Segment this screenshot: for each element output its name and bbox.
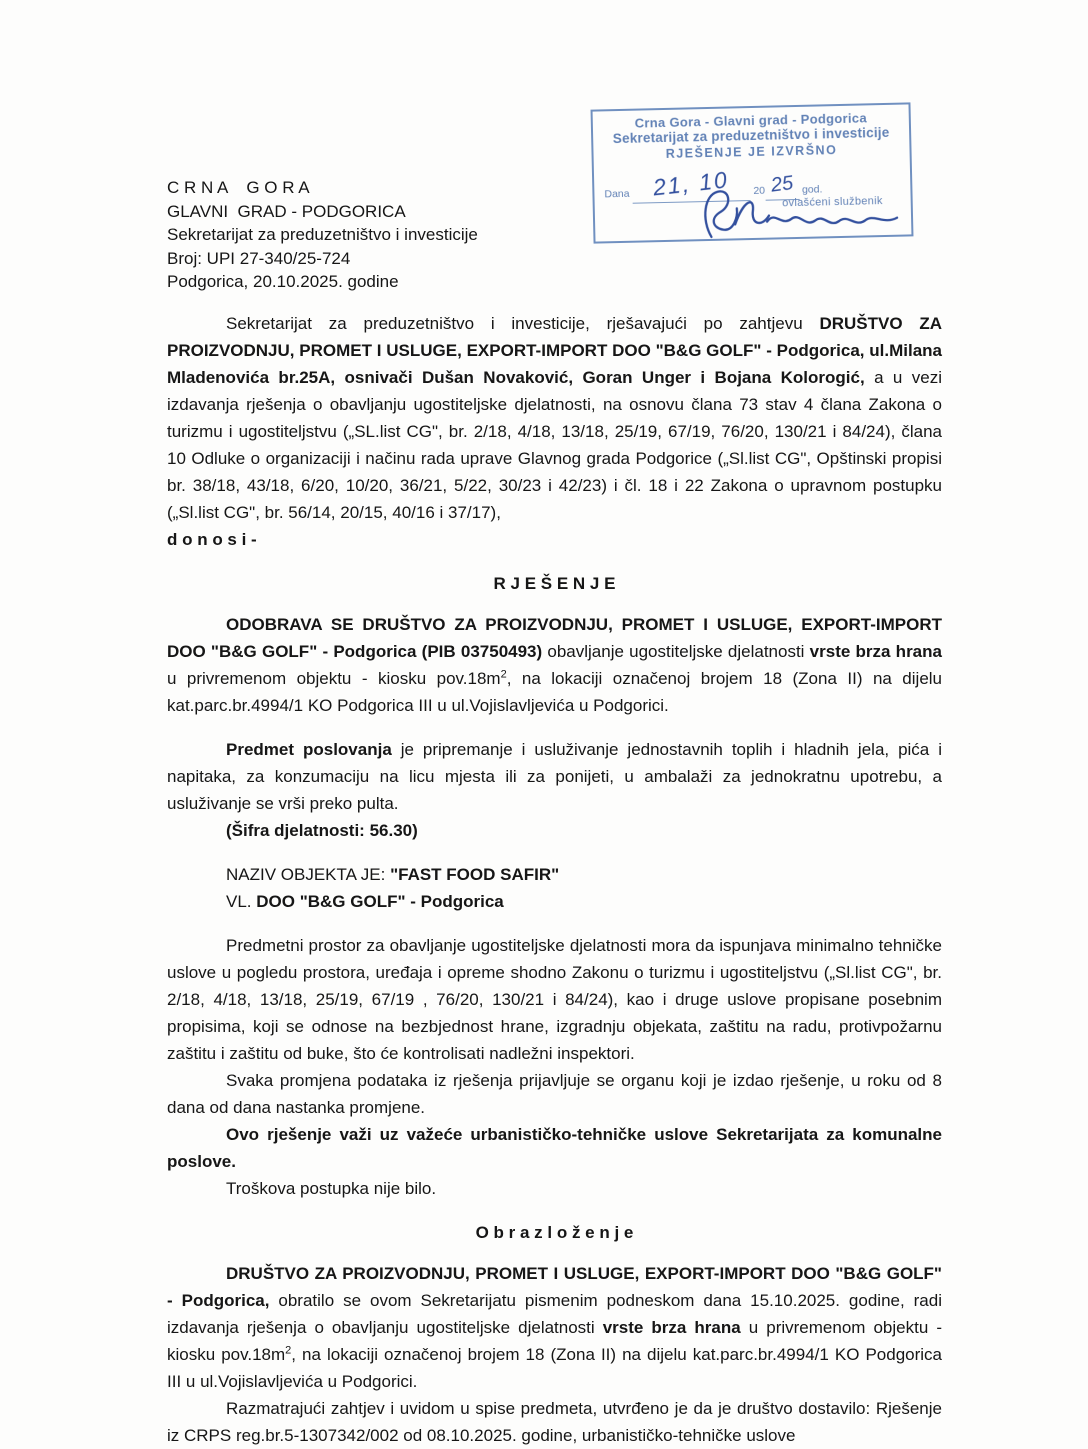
sifra-line: (Šifra djelatnosti: 56.30) xyxy=(226,820,418,840)
obrazlozenje-heading: O b r a z l o ž e n j e xyxy=(475,1222,634,1242)
document-body xyxy=(167,310,942,1449)
razmatranje-paragraph: Razmatrajući zahtjev i uvidom u spise predmeta, utvrđeno je da je društvo dostavilo: Rješenje iz CRPS reg.br.5-1307342/002 od 08.10.2025. godine, urbanističko-tehničke uslove xyxy=(167,1398,942,1445)
promjena-paragraph: Svaka promjena podataka iz rješenja prijavljuje se organu koji je izdao rješenje, u roku od 8 dana od dana nastanka promjene. xyxy=(167,1070,942,1117)
intro-paragraph: Sekretarijat za preduzetništvo i investicije, rješavajući po zahtjevu DRUŠTVO ZA PROIZVODNJU, PROMET I USLUGE, EXPORT-IMPORT DOO "B&G GOLF" - Podgorica, ul.Milana Mladenovića br.25A, osnivači Dušan Novaković, Goran Unger i Bojana Kolorogić, a u vezi izdavanja rješenja o obavljanju ugostiteljske djelatnosti, na osnovu člana 73 stav 4 člana Zakona o turizmu i ugostiteljstvu („SL.list CG", br. 2/18, 4/18, 13/18, 25/19, 67/19, 76/20, 130/21 i 84/24), člana 10 Odluke o organizaciji i načinu rada uprave Glavnog grada Podgorice („Sl.list CG", Opštinski propisi br. 38/18, 43/18, 6/20, 10/20, 36/21, 5/22, 30/23 i 42/23) i čl. 18 i 22 Zakona o upravnom postupku („Sl.list CG", br. 56/14, 20/15, 40/16 i 37/17), xyxy=(167,313,942,522)
zahtjev-paragraph: DRUŠTVO ZA PROIZVODNJU, PROMET I USLUGE, EXPORT-IMPORT DOO "B&G GOLF" - Podgorica, obratilo se ovom Sekretarijatu pismenim podneskom dana 15.10.2025. godine, radi izdavanja rješenja o obavljanju ugostiteljske djelatnosti vrste brza hrana u privremenom objektu - kiosku $pov.18m^2$, na lokaciji označenoj brojem 18 (Zona II) na dijelu kat.parc.br.4994/1 KO Podgorica III u ul.Vojislavljevića u Podgorici. xyxy=(167,1263,943,1391)
letterhead xyxy=(167,176,942,294)
troskovi-line: Troškova postupka nije bilo. xyxy=(226,1178,437,1198)
stamp-official-label: ovlašćeni službenik xyxy=(782,195,883,210)
letterhead-country: C R N A G O R A xyxy=(167,178,310,197)
stamp-executable-line: RJEŠENJE JE IZVRŠNO xyxy=(665,143,838,161)
handwritten-date: 21, 10 xyxy=(651,166,731,201)
stamp-department-line: Sekretarijat za preduzetništvo i investicije xyxy=(612,124,890,147)
odobrava-paragraph: ODOBRAVA SE DRUŠTVO ZA PROIZVODNJU, PROMET I USLUGE, EXPORT-IMPORT DOO "B&G GOLF" - Podgorica (PIB 03750493) obavljanje ugostiteljske djelatnosti vrste brza hrana u privremenom objektu - kiosku $pov.18m^2$, na lokaciji označenoj brojem 18 (Zona II) na dijelu kat.parc.br.4994/1 KO Podgorica III u ul.Vojislavljevića u Podgorici. xyxy=(167,614,943,715)
predmet-paragraph: Predmet poslovanja je pripremanje i usluživanje jednostavnih toplih i hladnih jela, pića i napitaka, za konzumaciju na licu mjesta ili za ponijeti, u ambalaži za jednokratnu upotrebu, a usluživanje se vrši preko pulta. xyxy=(167,739,942,813)
stamp-date-label: Dana xyxy=(604,187,630,201)
letterhead-department: Sekretarijat za preduzetništvo i investicije xyxy=(167,225,478,244)
letterhead-case-number: Broj: UPI 27-340/25-724 xyxy=(167,248,351,268)
letterhead-place-date: Podgorica, 20.10.2025. godine xyxy=(167,272,399,291)
handwritten-year: 25 xyxy=(769,172,794,197)
uslovi-paragraph: Predmetni prostor za obavljanje ugostiteljske djelatnosti mora da ispunjava minimalno tehničke uslove u pogledu prostora, uređaja i opreme shodno Zakonu o turizmu i ugostiteljstvu („Sl.list CG", br. 2/18, 4/18, 13/18, 25/19, 67/19 , 76/20, 130/21 i 84/24), kao i druge uslove propisane posebnim propisima, koji se odnose na bezbjednost hrane, izgradnju objekata, zaštitu na radu, protivpožarnu zaštitu i zaštitu od buke, što će kontrolisati nadležni inspektori. xyxy=(167,935,942,1063)
vazenje-paragraph: Ovo rješenje važi uz važeće urbanističko-tehničke uslove Sekretarijata za komunalne poslove. xyxy=(167,1124,942,1171)
donosi-line: d o n o s i - xyxy=(167,529,257,549)
rjesenje-heading: R J E Š E N J E xyxy=(493,573,616,593)
naziv-objekta-line: NAZIV OBJEKTA JE: "FAST FOOD SAFIR" xyxy=(226,864,560,884)
stamp-year-prefix: 20 xyxy=(753,184,766,197)
vlasnik-line: VL. DOO "B&G GOLF" - Podgorica xyxy=(226,891,504,911)
document-page xyxy=(167,176,942,1449)
letterhead-city: GLAVNI GRAD - PODGORICA xyxy=(167,201,406,221)
stamp-authority-line: Crna Gora - Glavni grad - Podgorica xyxy=(634,110,868,131)
stamp-year-suffix: god. xyxy=(801,183,823,196)
